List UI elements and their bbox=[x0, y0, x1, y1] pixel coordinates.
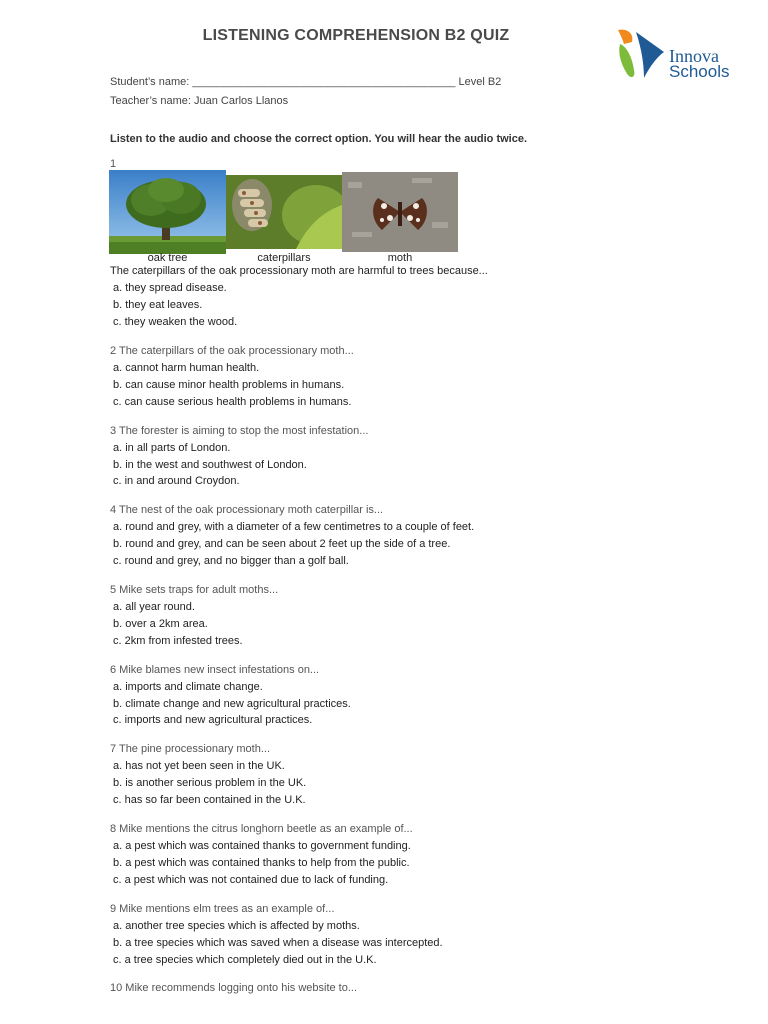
option-c: c. imports and new agricultural practices. bbox=[113, 714, 313, 726]
option-b: b. over a 2km area. bbox=[113, 618, 208, 630]
question-stem: 2 The caterpillars of the oak processionary moth... bbox=[110, 345, 354, 357]
question-stem: The caterpillars of the oak processionary moth are harmful to trees because... bbox=[110, 265, 488, 277]
question-stem: 7 The pine processionary moth... bbox=[110, 743, 270, 755]
option-b: b. a tree species which was saved when a disease was intercepted. bbox=[113, 937, 443, 949]
option-a: a. all year round. bbox=[113, 601, 195, 613]
option-b: b. round and grey, and can be seen about 2 feet up the side of a tree. bbox=[113, 538, 451, 550]
oak-tree-image bbox=[109, 170, 226, 254]
option-b: b. they eat leaves. bbox=[113, 299, 203, 311]
question-stem: 3 The forester is aiming to stop the most infestation... bbox=[110, 425, 369, 437]
option-a: a. they spread disease. bbox=[113, 282, 227, 294]
option-b: b. a pest which was contained thanks to help from the public. bbox=[113, 857, 410, 869]
caption-moth: moth bbox=[387, 252, 413, 264]
option-a: a. a pest which was contained thanks to government funding. bbox=[113, 840, 411, 852]
page-title: LISTENING COMPREHENSION B2 QUIZ bbox=[202, 27, 510, 44]
option-c: c. they weaken the wood. bbox=[113, 316, 238, 328]
option-c: c. a pest which was not contained due to lack of funding. bbox=[113, 874, 389, 886]
innova-schools-logo bbox=[614, 26, 746, 84]
question-number: 1 bbox=[110, 158, 117, 170]
student-name-line: Student’s name: ___________________________________________ Level B2 bbox=[110, 76, 502, 88]
caption-oak-tree: oak tree bbox=[147, 252, 188, 264]
question-stem: 5 Mike sets traps for adult moths... bbox=[110, 584, 279, 596]
question-stem: 4 The nest of the oak processionary moth caterpillar is... bbox=[110, 504, 384, 516]
option-b: b. can cause minor health problems in humans. bbox=[113, 379, 345, 391]
logo-mark-icon bbox=[614, 26, 670, 84]
option-c: c. 2km from infested trees. bbox=[113, 635, 243, 647]
logo-line-2: Schools bbox=[669, 62, 730, 81]
image-row bbox=[109, 170, 459, 265]
logo-line-1: Innova bbox=[669, 46, 719, 66]
instructions: Listen to the audio and choose the correct option. You will hear the audio twice. bbox=[110, 133, 528, 145]
caterpillars-image bbox=[226, 175, 342, 249]
option-c: c. can cause serious health problems in humans. bbox=[113, 396, 352, 408]
option-c: c. a tree species which completely died out in the U.K. bbox=[113, 954, 377, 966]
option-b: b. climate change and new agricultural practices. bbox=[113, 698, 351, 710]
teacher-name-line: Teacher’s name: Juan Carlos Llanos bbox=[110, 95, 289, 107]
caption-caterpillars: caterpillars bbox=[257, 252, 311, 264]
logo-text bbox=[669, 48, 729, 80]
option-a: a. has not yet been seen in the UK. bbox=[113, 760, 285, 772]
option-c: c. in and around Croydon. bbox=[113, 475, 240, 487]
question-stem: 8 Mike mentions the citrus longhorn beetle as an example of... bbox=[110, 823, 413, 835]
option-a: a. round and grey, with a diameter of a few centimetres to a couple of feet. bbox=[113, 521, 475, 533]
option-a: a. cannot harm human health. bbox=[113, 362, 260, 374]
option-a: a. another tree species which is affected by moths. bbox=[113, 920, 360, 932]
option-a: a. imports and climate change. bbox=[113, 681, 263, 693]
option-a: a. in all parts of London. bbox=[113, 442, 231, 454]
question-stem: 10 Mike recommends logging onto his website to... bbox=[110, 982, 358, 994]
option-c: c. has so far been contained in the U.K. bbox=[113, 794, 306, 806]
question-stem: 6 Mike blames new insect infestations on... bbox=[110, 664, 320, 676]
option-b: b. in the west and southwest of London. bbox=[113, 459, 307, 471]
question-stem: 9 Mike mentions elm trees as an example of... bbox=[110, 903, 335, 915]
option-c: c. round and grey, and no bigger than a golf ball. bbox=[113, 555, 349, 567]
option-b: b. is another serious problem in the UK. bbox=[113, 777, 307, 789]
moth-image bbox=[342, 172, 458, 252]
